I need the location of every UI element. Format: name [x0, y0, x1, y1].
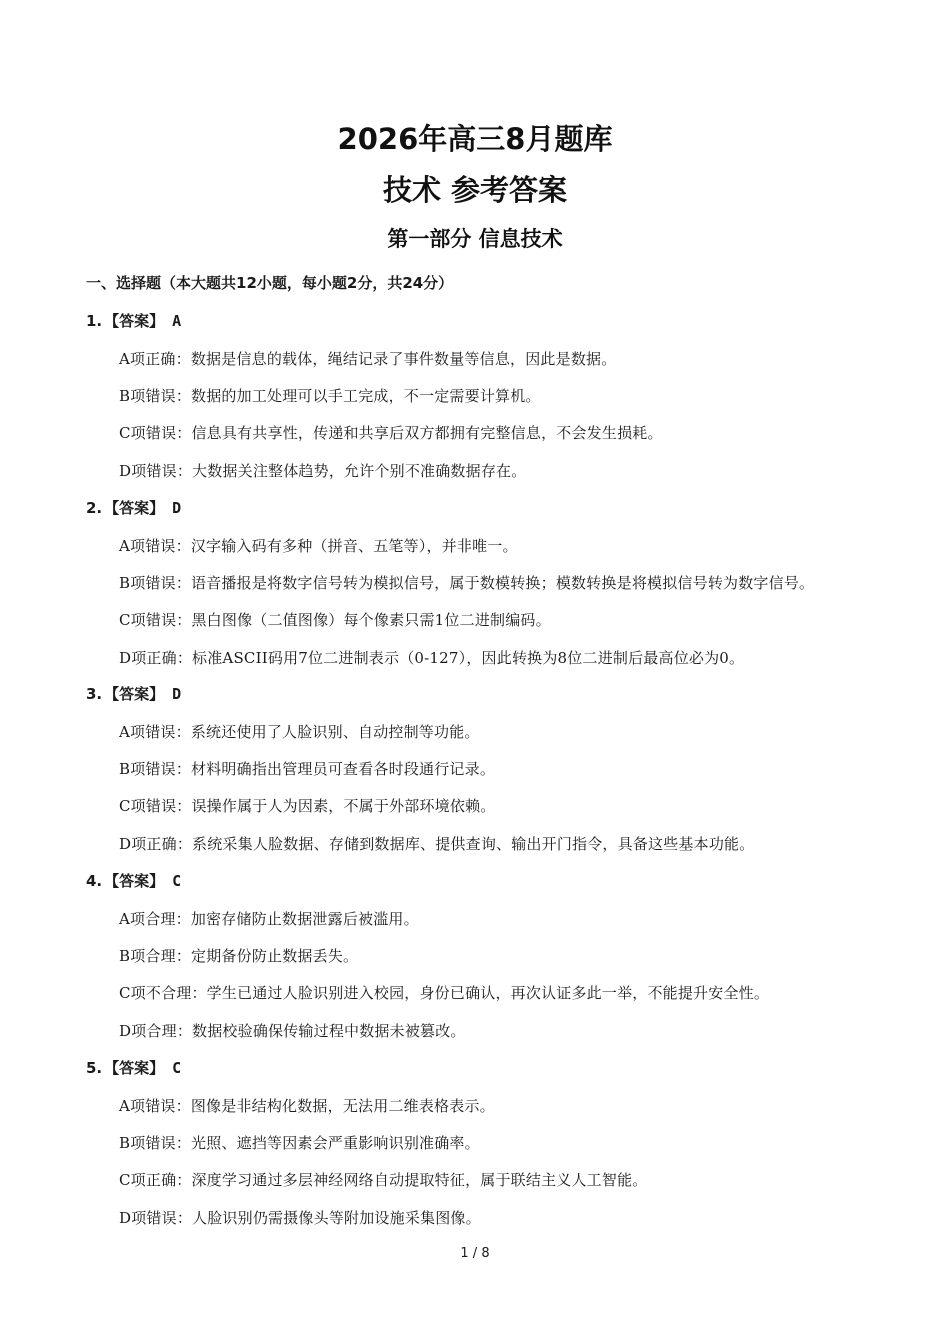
answer-letter: C: [172, 1059, 182, 1077]
answer-label: 【答案】: [104, 499, 165, 517]
question-number: 5.: [86, 1059, 103, 1077]
option-line: A项错误：系统还使用了人脸识别、自动控制等功能。: [119, 723, 480, 741]
answer-label: 【答案】: [104, 685, 165, 703]
option-line: C项不合理：学生已通过人脸识别进入校园，身份已确认，再次认证多此一举，不能提升安全性。: [119, 984, 770, 1002]
option-line: B项错误：语音播报是将数字信号转为模拟信号，属于数模转换；模数转换是将模拟信号转为数字信号。: [119, 574, 815, 592]
answer-line: [86, 868, 181, 894]
answer-line: [86, 308, 181, 334]
option-line: A项正确：数据是信息的载体，绳结记录了事件数量等信息，因此是数据。: [119, 350, 617, 368]
option-line: C项错误：误操作属于人为因素，不属于外部环境依赖。: [119, 797, 496, 815]
option-line: B项错误：光照、遮挡等因素会严重影响识别准确率。: [119, 1134, 480, 1152]
option-line: D项正确：系统采集人脸数据、存储到数据库、提供查询、输出开门指令，具备这些基本功能。: [119, 835, 755, 853]
option-line: C项错误：信息具有共享性，传递和共享后双方都拥有完整信息，不会发生损耗。: [119, 424, 663, 442]
answer-label: 【答案】: [104, 1059, 165, 1077]
sub-title: 技术 参考答案: [382, 173, 568, 207]
option-line: C项正确：深度学习通过多层神经网络自动提取特征，属于联结主义人工智能。: [119, 1171, 648, 1189]
option-line: D项错误：人脸识别仍需摄像头等附加设施采集图像。: [119, 1209, 481, 1227]
part-title: 第一部分 信息技术: [387, 227, 563, 251]
answer-letter: A: [172, 312, 182, 330]
main-title: 2026年高三8月题库: [337, 122, 613, 156]
answer-letter: D: [172, 685, 182, 703]
option-line: B项错误：材料明确指出管理员可查看各时段通行记录。: [119, 760, 496, 778]
option-line: C项错误：黑白图像（二值图像）每个像素只需1位二进制编码。: [119, 611, 551, 629]
option-line: D项合理：数据校验确保传输过程中数据未被篡改。: [119, 1022, 466, 1040]
option-line: D项正确：标准ASCII码用7位二进制表示（0-127），因此转换为8位二进制后最高位必为0。: [119, 649, 745, 667]
option-line: A项错误：图像是非结构化数据，无法用二维表格表示。: [119, 1097, 495, 1115]
answer-label: 【答案】: [104, 872, 165, 890]
question-number: 1.: [86, 312, 103, 330]
option-line: B项合理：定期备份防止数据丢失。: [119, 947, 359, 965]
answer-letter: C: [172, 872, 182, 890]
question-number: 4.: [86, 872, 103, 890]
option-line: B项错误：数据的加工处理可以手工完成，不一定需要计算机。: [119, 387, 541, 405]
option-line: D项错误：大数据关注整体趋势，允许个别不准确数据存在。: [119, 462, 527, 480]
answer-line: [86, 1055, 181, 1081]
answer-label: 【答案】: [104, 312, 165, 330]
option-line: A项合理：加密存储防止数据泄露后被滥用。: [119, 910, 419, 928]
answer-line: [86, 495, 181, 521]
option-line: A项错误：汉字输入码有多种（拼音、五笔等），并非唯一。: [119, 537, 518, 555]
answer-line: [86, 681, 181, 707]
section-heading: 一、选择题（本大题共12小题，每小题2分，共24分）: [86, 274, 454, 292]
question-number: 2.: [86, 499, 103, 517]
answer-letter: D: [172, 499, 182, 517]
question-number: 3.: [86, 685, 103, 703]
page-number: 1 / 8: [460, 1246, 490, 1261]
